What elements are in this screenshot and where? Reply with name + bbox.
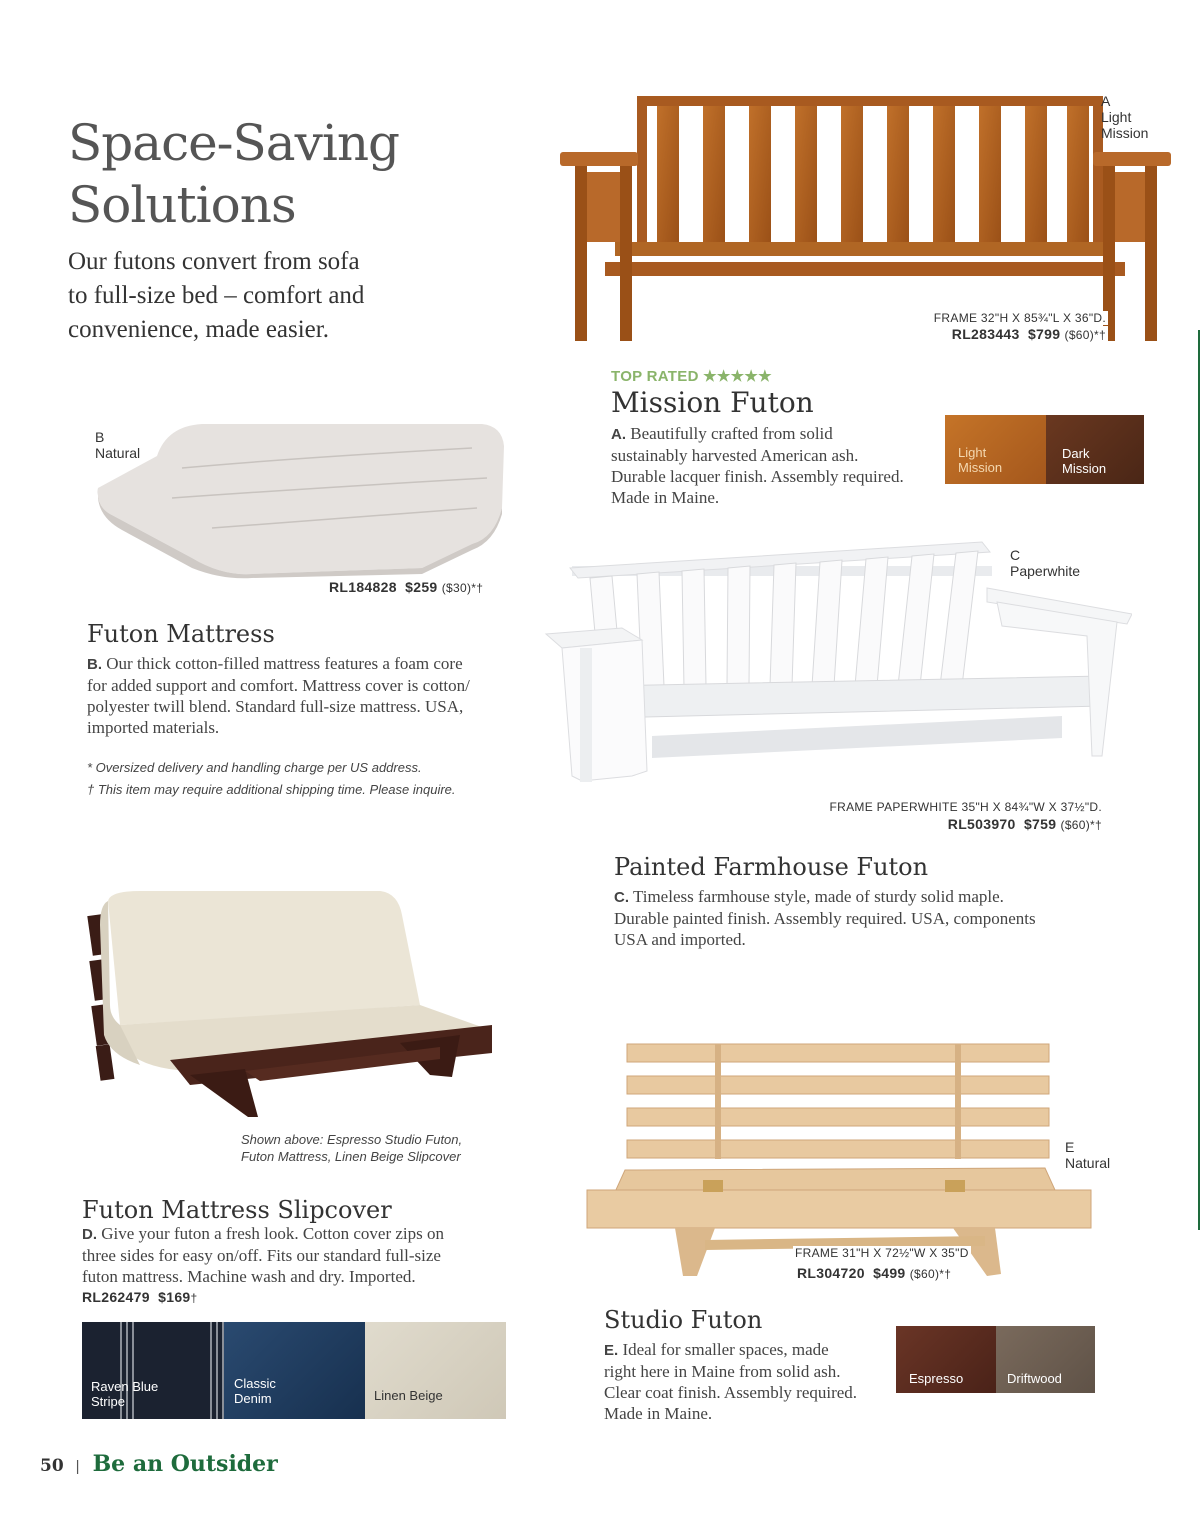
mission-desc-letter: A. — [611, 426, 626, 443]
slipcover-caption — [241, 1131, 462, 1165]
farmhouse-frame-spec: FRAME PAPERWHITE 35"H X 84¾"W X 37½"D. — [829, 800, 1102, 814]
farmhouse-description — [614, 886, 1036, 950]
mission-desc-line2: sustainably harvested American ash. — [611, 446, 859, 465]
mission-price: $799 — [1027, 326, 1061, 342]
slipcover-shipping: † — [190, 1291, 198, 1305]
farmhouse-desc-line2: Durable painted finish. Assembly required. USA, components — [614, 909, 1036, 928]
mission-futon-image — [555, 92, 1175, 347]
studio-desc-letter: E. — [604, 1342, 619, 1359]
mattress-shipping: ($30)*† — [441, 581, 484, 595]
espresso-futon-slipcover-image — [80, 885, 500, 1120]
studio-desc-line3: Clear coat finish. Assembly required. — [604, 1383, 858, 1402]
footer-slogan: Be an Outsider — [92, 1451, 278, 1477]
slipcover-sku-line — [82, 1289, 198, 1305]
swatch-driftwood[interactable] — [996, 1326, 1095, 1393]
swatch-classic-denim[interactable] — [224, 1322, 365, 1419]
mission-description — [611, 423, 941, 508]
slipcover-title: Futon Mattress Slipcover — [82, 1196, 392, 1224]
mattress-desc-line3: polyester twill blend. Standard full-size mattress. USA, — [87, 697, 464, 716]
studio-sku: RL304720 — [797, 1265, 865, 1281]
page-number: 50 — [40, 1456, 64, 1476]
studio-swatches — [896, 1326, 1095, 1393]
slipcover-desc-line2: three sides for easy on/off. Fits our standard full-size — [82, 1246, 441, 1265]
swatch-raven-label2: Stripe — [91, 1394, 125, 1409]
swatch-denim-label1: Classic — [234, 1376, 276, 1391]
farmhouse-variant-name: Paperwhite — [1010, 563, 1081, 579]
mission-frame-spec: FRAME 32"H X 85¾"L X 36"D. — [933, 311, 1106, 325]
swatch-light-mission[interactable] — [945, 415, 1046, 484]
mission-shipping: ($60)*† — [1064, 328, 1106, 342]
page-footer — [40, 1451, 278, 1477]
mattress-variant-name: Natural — [95, 445, 141, 461]
swatch-driftwood-label: Driftwood — [1007, 1371, 1062, 1386]
mission-variant-name-2: Mission — [1101, 125, 1149, 141]
footnote-shipping-time: † This item may require additional shipping time. Please inquire. — [87, 782, 456, 797]
swatch-raven-label1: Raven Blue — [91, 1379, 159, 1394]
swatch-linen-label1: Linen Beige — [374, 1388, 443, 1403]
mission-variant-label — [1101, 93, 1148, 141]
mission-title: Mission Futon — [611, 386, 814, 419]
slipcover-price: $169 — [158, 1289, 191, 1305]
studio-description — [604, 1339, 857, 1424]
farmhouse-shipping: ($60)*† — [1060, 818, 1102, 832]
intro-line3: convenience, made easier. — [68, 316, 329, 343]
mission-desc-line4: Made in Maine. — [611, 488, 720, 507]
farmhouse-sku: RL503970 — [947, 816, 1016, 832]
mattress-desc-line4: imported materials. — [87, 718, 220, 737]
mattress-sku-line — [329, 579, 483, 595]
farmhouse-desc-letter: C. — [614, 889, 629, 906]
swatch-espresso-label: Espresso — [909, 1371, 964, 1386]
studio-desc-line4: Made in Maine. — [604, 1404, 713, 1423]
mission-desc-line1: Beautifully crafted from solid — [630, 424, 833, 443]
slipcover-swatches — [82, 1322, 506, 1419]
page-intro — [68, 245, 364, 347]
swatch-dark-mission-label2: Mission — [1062, 461, 1107, 476]
mission-sku-line — [950, 326, 1108, 342]
swatch-raven-blue-stripe[interactable] — [82, 1322, 224, 1419]
studio-desc-line2: right here in Maine from solid ash. — [604, 1362, 841, 1381]
intro-line1: Our futons convert from sofa — [68, 248, 360, 275]
swatch-dark-mission-label1: Dark — [1062, 446, 1090, 461]
mission-top-rated: TOP RATED ★★★★★ — [611, 368, 772, 385]
page-title-line2: Solutions — [68, 176, 296, 234]
slipcover-caption-line2: Futon Mattress, Linen Beige Slipcover — [241, 1149, 461, 1164]
mission-variant-name-1: Light — [1101, 109, 1132, 125]
page-title — [68, 112, 399, 236]
farmhouse-sku-line — [948, 816, 1102, 832]
farmhouse-title: Painted Farmhouse Futon — [614, 853, 929, 881]
mission-sku: RL283443 — [951, 326, 1020, 342]
slipcover-desc-line1: Give your futon a fresh look. Cotton cover zips on — [101, 1224, 445, 1243]
page-title-line1: Space-Saving — [68, 114, 400, 172]
swatch-denim-label2: Denim — [234, 1391, 272, 1406]
futon-mattress-image — [92, 418, 512, 580]
slipcover-desc-line3: futon mattress. Machine wash and dry. Imported. — [82, 1267, 416, 1286]
farmhouse-variant-letter: C — [1010, 547, 1021, 563]
slipcover-caption-line1: Shown above: Espresso Studio Futon, — [241, 1132, 463, 1147]
swatch-espresso[interactable] — [896, 1326, 996, 1393]
farmhouse-variant-label — [1010, 547, 1080, 579]
mattress-sku: RL184828 — [329, 579, 397, 595]
mattress-variant-letter: B — [95, 429, 105, 445]
farmhouse-desc-line3: USA and imported. — [614, 930, 746, 949]
studio-variant-label — [1065, 1139, 1110, 1171]
mission-desc-line3: Durable lacquer finish. Assembly required. — [611, 467, 904, 486]
mattress-description — [87, 653, 527, 738]
slipcover-desc-letter: D. — [82, 1226, 97, 1243]
studio-desc-line1: Ideal for smaller spaces, made — [622, 1340, 829, 1359]
mattress-desc-line2: for added support and comfort. Mattress cover is cotton/ — [87, 676, 470, 695]
swatch-dark-mission[interactable] — [1046, 415, 1144, 484]
studio-frame-spec: FRAME 31"H X 72½"W X 35"D — [795, 1246, 969, 1260]
footer-separator: | — [75, 1458, 80, 1475]
farmhouse-price: $759 — [1023, 816, 1057, 832]
studio-variant-name: Natural — [1065, 1155, 1111, 1171]
mattress-title: Futon Mattress — [87, 620, 275, 648]
swatch-light-mission-label2: Mission — [958, 460, 1003, 475]
slipcover-sku: RL262479 — [82, 1289, 150, 1305]
swatch-linen-beige[interactable] — [365, 1322, 506, 1419]
studio-futon-image — [585, 1040, 1095, 1280]
slipcover-description — [82, 1223, 444, 1287]
mattress-desc-letter: B. — [87, 656, 102, 673]
studio-price: $499 — [873, 1265, 906, 1281]
studio-variant-letter: E — [1065, 1139, 1075, 1155]
footnote-oversized: * Oversized delivery and handling charge per US address. — [87, 760, 422, 775]
studio-title: Studio Futon — [604, 1306, 763, 1334]
mattress-desc-line1: Our thick cotton-filled mattress features a foam core — [106, 654, 463, 673]
mattress-price: $259 — [405, 579, 438, 595]
swatch-light-mission-label1: Light — [958, 445, 987, 460]
farmhouse-desc-line1: Timeless farmhouse style, made of sturdy solid maple. — [632, 887, 1004, 906]
mission-variant-letter: A — [1101, 93, 1111, 109]
studio-shipping: ($60)*† — [909, 1267, 952, 1281]
intro-line2: to full-size bed – comfort and — [68, 282, 365, 309]
mission-swatches — [945, 415, 1144, 484]
studio-sku-line — [795, 1265, 953, 1281]
